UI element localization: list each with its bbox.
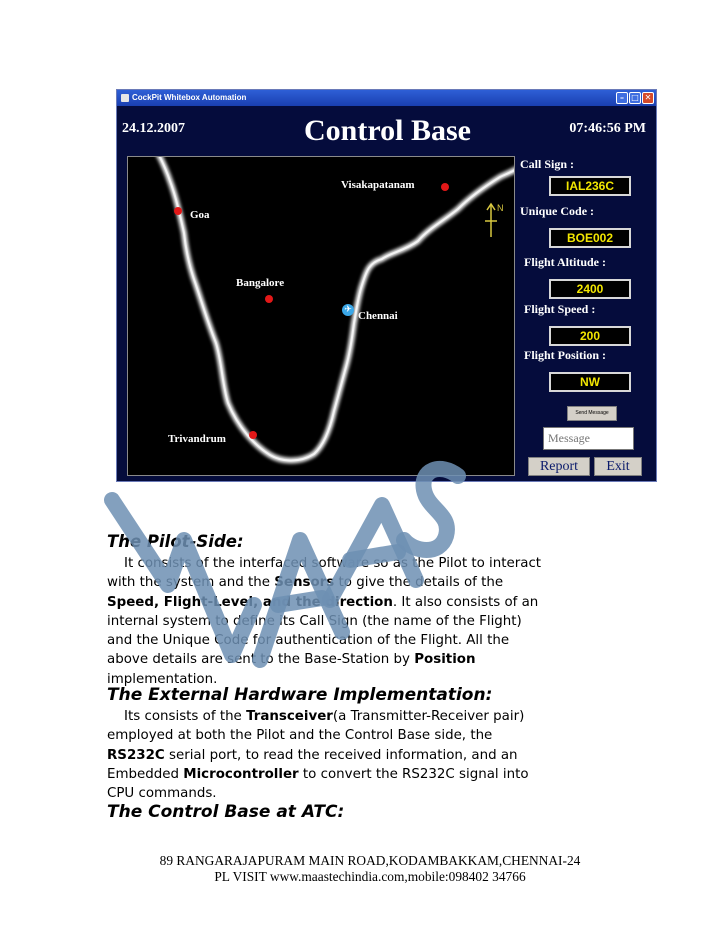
altitude-label: Flight Altitude : bbox=[524, 255, 607, 269]
bold-term: Microcontroller bbox=[183, 766, 299, 782]
maximize-button[interactable]: □ bbox=[629, 92, 641, 104]
bold-term: Position bbox=[414, 652, 476, 668]
city-marker-goa[interactable] bbox=[174, 207, 182, 215]
paragraph-line: with the system and the Sensors to give the details of the bbox=[107, 575, 504, 591]
footer-address: 89 RANGARAJAPURAM MAIN ROAD,KODAMBAKKAM,CHENNAI-24 bbox=[159, 853, 581, 868]
altitude-value: 2400 bbox=[549, 279, 631, 299]
paragraph-line: above details are sent to the Base-Station by Position bbox=[107, 652, 476, 668]
footer-contact: PL VISIT www.maastechindia.com,mobile:098402 34766 bbox=[214, 869, 526, 884]
city-marker-visakapatanam[interactable] bbox=[441, 183, 449, 191]
exit-button[interactable]: Exit bbox=[594, 457, 642, 476]
speed-label: Flight Speed : bbox=[524, 302, 596, 316]
paragraph-line: Speed, Flight-Level, and the direction. It also consists of an bbox=[107, 594, 539, 610]
heading-external-hardware: The External Hardware Implementation: bbox=[107, 685, 493, 705]
paragraph-line: CPU commands. bbox=[107, 786, 217, 802]
north-marker-label: N bbox=[497, 203, 504, 213]
call-sign-value: IAL236C bbox=[549, 176, 631, 196]
message-input[interactable] bbox=[543, 427, 634, 450]
paragraph-external-hardware bbox=[107, 707, 627, 803]
heading-pilot-side: The Pilot-Side: bbox=[107, 532, 244, 551]
bold-term: Speed, Flight-Level, and the direction bbox=[107, 594, 393, 610]
paragraph-line: implementation. bbox=[107, 671, 218, 687]
city-label-goa: Goa bbox=[190, 209, 210, 221]
paragraph-line: It consists of the interfaced software so as the Pilot to interact bbox=[107, 556, 542, 571]
bold-term: Sensors bbox=[274, 575, 335, 591]
position-label: Flight Position : bbox=[524, 348, 607, 362]
paragraph-line: and the Unique Code for authentication of the Flight. All the bbox=[107, 633, 510, 649]
aircraft-icon[interactable]: ✈ bbox=[342, 304, 354, 316]
window-title: CockPit Whitebox Automation bbox=[132, 93, 247, 102]
paragraph-pilot-side bbox=[107, 554, 627, 689]
city-marker-bangalore[interactable] bbox=[265, 295, 273, 303]
minimize-button[interactable]: – bbox=[616, 92, 628, 104]
paragraph-line: employed at both the Pilot and the Control Base side, the bbox=[107, 728, 493, 744]
send-message-button[interactable]: Send Message bbox=[567, 406, 617, 421]
speed-value: 200 bbox=[549, 326, 631, 346]
city-label-visakapatanam: Visakapatanam bbox=[341, 179, 415, 191]
heading-control-base-atc: The Control Base at ATC: bbox=[107, 802, 345, 822]
coastline-glow bbox=[158, 157, 515, 461]
paragraph-line: Its consists of the Transceiver(a Transmitter-Receiver pair) bbox=[107, 709, 525, 724]
north-arrow-icon bbox=[483, 201, 509, 239]
date-label: 24.12.2007 bbox=[122, 121, 185, 136]
city-label-trivandrum: Trivandrum bbox=[168, 433, 226, 445]
report-button[interactable]: Report bbox=[528, 457, 590, 476]
app-title: Control Base bbox=[304, 114, 471, 147]
control-base-window bbox=[116, 89, 657, 482]
city-label-bangalore: Bangalore bbox=[236, 277, 285, 289]
city-label-chennai: Chennai bbox=[358, 310, 398, 322]
bold-term: Transceiver bbox=[246, 709, 333, 724]
paragraph-line: RS232C serial port, to read the received information, and an bbox=[107, 747, 518, 763]
paragraph-line: Embedded Microcontroller to convert the RS232C signal into bbox=[107, 766, 529, 782]
app-icon bbox=[121, 94, 129, 102]
unique-code-value: BOE002 bbox=[549, 228, 631, 248]
coastline-svg bbox=[128, 157, 515, 476]
call-sign-label: Call Sign : bbox=[520, 157, 575, 171]
unique-code-label: Unique Code : bbox=[520, 204, 595, 218]
window-titlebar[interactable] bbox=[117, 90, 656, 106]
time-label: 07:46:56 PM bbox=[569, 121, 646, 136]
close-button[interactable]: ✕ bbox=[642, 92, 654, 104]
position-value: NW bbox=[549, 372, 631, 392]
city-marker-trivandrum[interactable] bbox=[249, 431, 257, 439]
coastline-map bbox=[127, 156, 515, 476]
bold-term: RS232C bbox=[107, 747, 165, 763]
paragraph-line: internal system to define its Call Sign (the name of the Flight) bbox=[107, 613, 522, 629]
